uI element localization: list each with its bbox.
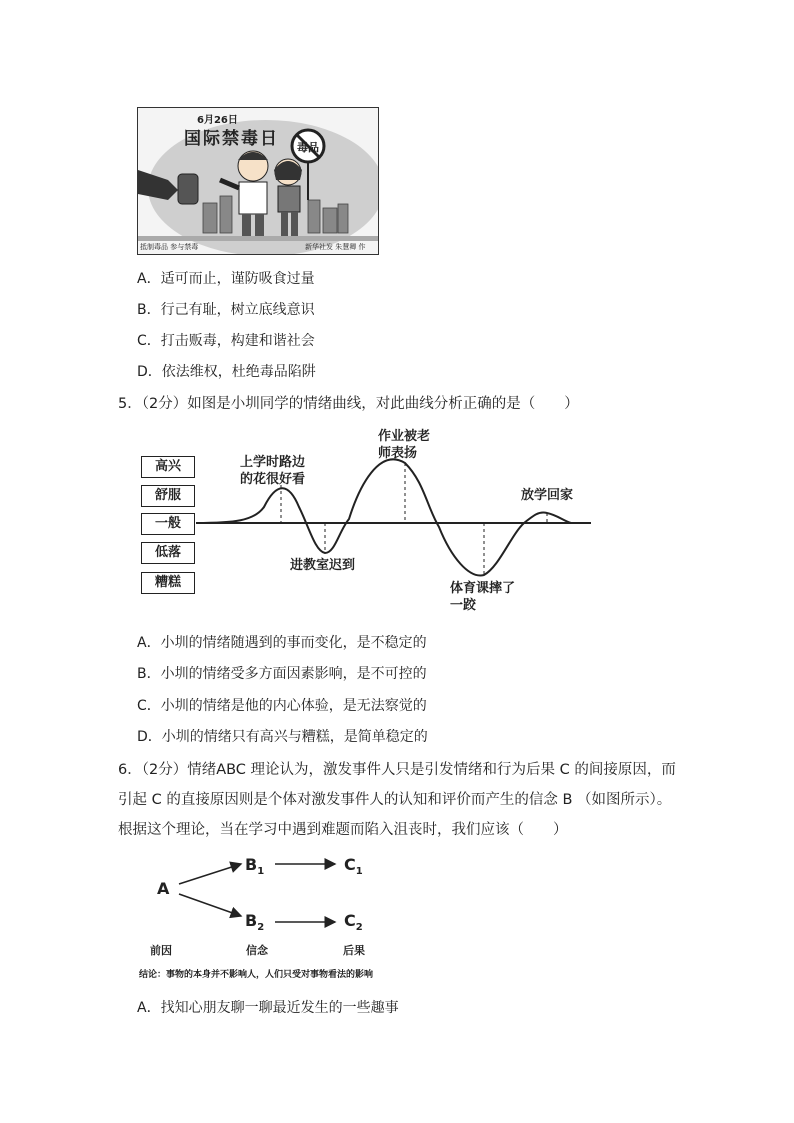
abc-conclusion: 结论：事物的本身并不影响人，人们只受对事物看法的影响 — [139, 970, 374, 980]
q5-option-a: A．小圳的情绪随遇到的事而变化，是不稳定的 — [137, 635, 427, 651]
q4-option-c: C．打击贩毒，构建和谐社会 — [137, 333, 315, 349]
anti-drug-poster — [137, 107, 379, 255]
node-c2: $C_2$ — [344, 911, 363, 934]
level-comfortable: 舒服 — [141, 485, 195, 507]
level-low: 低落 — [141, 542, 195, 564]
poster-title: 国际禁毒日 — [184, 129, 279, 149]
label-belief: 信念 — [246, 944, 268, 957]
q5-option-d: D．小圳的情绪只有高兴与糟糕，是简单稳定的 — [137, 729, 428, 745]
node-a: A — [157, 879, 170, 898]
node-b2: $B_2$ — [245, 911, 265, 934]
poster-date: 6月26日 — [197, 115, 238, 126]
label-cause: 前因 — [150, 944, 172, 957]
q6-option-a: A．找知心朋友聊一聊最近发生的一些趣事 — [137, 1000, 399, 1016]
event-flower-line2: 的花很好看 — [240, 472, 306, 487]
q5-option-b: B．小圳的情绪受多方面因素影响，是不可控的 — [137, 666, 427, 682]
event-late: 进教室迟到 — [290, 558, 356, 573]
node-c1: $C_1$ — [344, 855, 363, 878]
q4-option-b: B．行己有耻，树立底线意识 — [137, 302, 315, 318]
emotion-curve-chart — [139, 427, 594, 617]
event-praise-line1: 作业被老 — [378, 429, 431, 444]
level-terrible: 糟糕 — [141, 572, 195, 594]
q4-option-d: D．依法维权，杜绝毒品陷阱 — [137, 364, 316, 380]
poster-credit-right: 新华社发 朱慧卿 作 — [305, 243, 366, 251]
poster-credit-left: 抵制毒品 参与禁毒 — [140, 243, 199, 251]
event-home: 放学回家 — [521, 488, 574, 503]
q4-option-a: A．适可而止，谨防吸食过量 — [137, 271, 315, 287]
level-happy: 高兴 — [141, 456, 195, 478]
label-result: 后果 — [343, 944, 365, 957]
event-praise-line2: 师表扬 — [378, 446, 418, 461]
event-flower-line1: 上学时路边 — [240, 455, 306, 470]
arrow-a-b1 — [179, 864, 241, 884]
node-b1: $B_1$ — [245, 855, 265, 878]
arrow-a-b2 — [179, 894, 241, 916]
event-fall-line1: 体育课摔了 — [450, 581, 516, 596]
q5-option-c: C．小圳的情绪是他的内心体验，是无法察觉的 — [137, 698, 427, 714]
q5-stem: 5．（2分）如图是小圳同学的情绪曲线，对此曲线分析正确的是（ ） — [118, 396, 579, 412]
q6-stem: 6．（2分）情绪ABC 理论认为，激发事件人只是引发情绪和行为后果 C 的间接原因，而引起 C 的直接原因则是个体对激发事件人的认知和评价而产生的信念 B （如图所示）。根据这个理论，当在学习中遇到难题而陷入沮丧时，我们应该（ ） — [118, 762, 676, 838]
level-normal: 一般 — [141, 513, 195, 535]
poster-sign-text: 毒品 — [297, 141, 319, 154]
event-fall-line2: 一跤 — [450, 598, 477, 613]
